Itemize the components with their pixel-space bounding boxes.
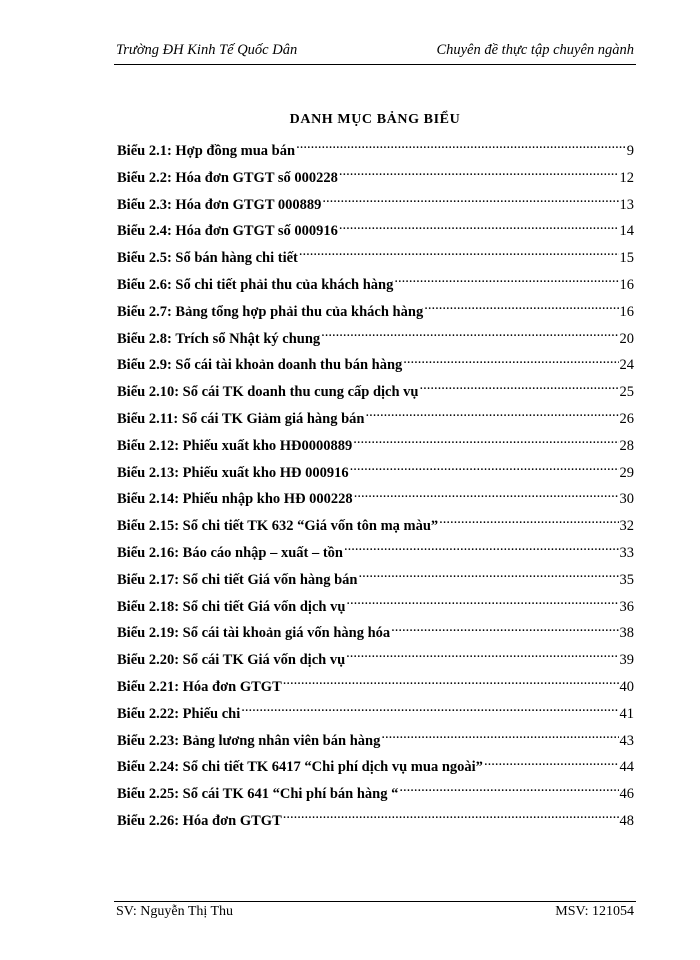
list-item-page: 43 [619,732,634,749]
list-item-title: Bảng lương nhân viên bán hàng [182,732,381,749]
footer-student: SV: Nguyễn Thị Thu [116,904,234,919]
list-item [117,326,634,353]
list-item-page: 9 [626,143,634,159]
list-item-label [117,808,282,835]
dot-leader [394,274,618,289]
list-item-number: Biểu 2.7: [117,303,172,320]
list-item-label [117,781,398,808]
list-item-title: Hóa đơn GTGT [182,678,282,695]
list-item-label [117,620,390,647]
header-report-type: Chuyên đề thực tập chuyên ngành [436,42,634,58]
dot-leader [439,516,618,531]
list-item-number: Biểu 2.17: [117,571,180,588]
list-item-number: Biểu 2.6: [117,276,172,293]
list-item [117,138,634,165]
list-item-title: Phiếu xuất kho HĐ0000889 [182,437,353,454]
list-item-label [117,192,321,219]
dot-leader [391,623,618,638]
list-item-page: 20 [619,330,634,347]
list-item-label [117,138,295,165]
list-item-label [117,674,282,701]
list-item-title: Sổ chi tiết phải thu của khách hàng [175,276,394,293]
dot-leader [296,141,626,156]
footer-divider [114,901,636,902]
list-item [117,594,634,621]
list-item-number: Biểu 2.25: [117,786,180,803]
list-item [117,513,634,540]
list-item [117,567,634,594]
list-item-number: Biểu 2.2: [117,169,172,186]
list-item-number: Biểu 2.14: [117,491,180,508]
list-item-label [117,165,338,192]
list-item-page: 44 [619,759,634,776]
list-item-title: Sổ cái TK Giá vốn dịch vụ [182,652,346,669]
list-item-number: Biểu 2.8: [117,330,172,347]
list-item-number: Biểu 2.20: [117,652,180,669]
list-item-page: 16 [619,276,634,293]
list-item-page: 13 [619,196,634,213]
list-item-number: Biểu 2.5: [117,250,172,267]
list-item [117,781,634,808]
list-item-page: 40 [619,678,634,695]
list-item-label [117,218,338,245]
list-item-title: Hợp đồng mua bán [175,143,296,159]
list-item-label [117,513,438,540]
dot-leader [346,650,618,665]
dot-leader [484,757,619,772]
list-item [117,218,634,245]
dot-leader [344,542,619,557]
list-item-title: Sổ chi tiết TK 632 “Giá vốn tôn mạ màu” [182,518,439,535]
list-item-label [117,245,298,272]
dot-leader [241,703,618,718]
list-item-number: Biểu 2.18: [117,598,180,615]
list-item-number: Biểu 2.21: [117,678,180,695]
list-item-label [117,647,345,674]
dot-leader [359,569,619,584]
list-item [117,701,634,728]
list-item-title: Báo cáo nhập – xuất – tồn [182,544,343,561]
list-item [117,433,634,460]
list-item-title: Sổ cái tài khoản giá vốn hàng hóa [182,625,391,642]
list-item-title: Hóa đơn GTGT [182,812,282,829]
list-item [117,406,634,433]
list-item [117,486,634,513]
list-item-number: Biểu 2.1: [117,143,172,159]
list-item [117,647,634,674]
dot-leader [322,194,618,209]
dot-leader [346,596,618,611]
list-item-page: 12 [619,169,634,186]
list-item-page: 41 [619,705,634,722]
list-item-number: Biểu 2.3: [117,196,172,213]
dot-leader [350,462,619,477]
list-item-page: 24 [619,357,634,374]
list-item-page: 32 [619,518,634,535]
list-item-number: Biểu 2.10: [117,384,180,401]
list-item-title: Sổ cái tài khoản doanh thu bán hàng [175,357,403,374]
list-item-title: Phiếu xuất kho HĐ 000916 [182,464,349,481]
list-item [117,352,634,379]
list-item-number: Biểu 2.24: [117,759,180,776]
list-item-number: Biểu 2.4: [117,223,172,240]
list-item-number: Biểu 2.23: [117,732,180,749]
list-item-page: 15 [619,250,634,267]
list-item-title: Phiếu nhập kho HĐ 000228 [182,491,353,508]
list-item-label [117,486,353,513]
list-item-page: 46 [619,786,634,803]
list-item [117,272,634,299]
list-item-title: Sổ cái TK 641 “Chi phí bán hàng “ [182,786,399,803]
list-item-number: Biểu 2.16: [117,544,180,561]
list-item-title: Sổ chi tiết TK 6417 “Chi phí dịch vụ mua ngoài” [182,759,483,776]
dot-leader [339,221,619,236]
list-item-number: Biểu 2.15: [117,518,180,535]
list-item-number: Biểu 2.22: [117,705,180,722]
list-item-title: Sổ cái TK doanh thu cung cấp dịch vụ [182,384,419,401]
list-item-title: Sổ bán hàng chi tiết [175,250,298,267]
list-item-page: 28 [619,437,634,454]
dot-leader [403,355,618,370]
list-item-page: 25 [619,384,634,401]
list-item-page: 29 [619,464,634,481]
list-item [117,674,634,701]
list-item-page: 35 [619,571,634,588]
list-item-label [117,379,419,406]
list-item-label [117,701,240,728]
list-item-page: 38 [619,625,634,642]
list-item-label [117,460,349,487]
list-item-label [117,299,423,326]
dot-leader [321,328,618,343]
list-item [117,754,634,781]
list-item [117,620,634,647]
dot-leader [299,248,619,263]
list-item-label [117,352,402,379]
dot-leader [381,730,618,745]
list-item-page: 30 [619,491,634,508]
list-item-title: Sổ chi tiết Giá vốn dịch vụ [182,598,346,615]
list-item-title: Bảng tổng hợp phải thu của khách hàng [175,303,424,320]
page-title: DANH MỤC BẢNG BIỂU [289,112,461,127]
list-item-title: Hóa đơn GTGT số 000916 [175,223,338,240]
dot-leader [424,301,618,316]
list-item-page: 14 [619,223,634,240]
list-item-label [117,540,343,567]
list-item-number: Biểu 2.13: [117,464,180,481]
list-item [117,379,634,406]
dot-leader [353,435,618,450]
list-item-number: Biểu 2.12: [117,437,180,454]
list-item-title: Sổ chi tiết Giá vốn hàng bán [182,571,358,588]
list-item-label [117,433,352,460]
list-item-page: 39 [619,652,634,669]
list-item-page: 36 [619,598,634,615]
list-item [117,460,634,487]
list-item-number: Biểu 2.11: [117,410,179,427]
list-item [117,192,634,219]
list-item-number: Biểu 2.26: [117,812,180,829]
list-item-title: Hóa đơn GTGT số 000228 [175,169,338,186]
list-item-label [117,567,358,594]
list-item [117,808,634,835]
list-item [117,245,634,272]
list-item-label [117,326,320,353]
dot-leader [354,489,619,504]
list-item-number: Biểu 2.9: [117,357,172,374]
dot-leader [283,676,619,691]
header-school: Trường ĐH Kinh Tế Quốc Dân [116,42,298,58]
list-item-title: Hóa đơn GTGT 000889 [175,196,322,213]
list-item-label [117,728,380,755]
table-list [117,138,634,835]
list-item [117,728,634,755]
list-item-page: 48 [619,812,634,829]
list-item-label [117,406,365,433]
list-item-label [117,754,483,781]
header-divider [114,64,636,65]
list-item-title: Phiếu chi [182,705,241,722]
list-item-title: Sổ cái TK Giảm giá hàng bán [181,410,365,427]
dot-leader [283,810,619,825]
list-item [117,165,634,192]
list-item-page: 26 [619,410,634,427]
dot-leader [420,382,619,397]
footer-student-id: MSV: 121054 [555,904,634,919]
list-item [117,299,634,326]
list-item-number: Biểu 2.19: [117,625,180,642]
dot-leader [339,167,619,182]
list-item-page: 33 [619,544,634,561]
list-item-label [117,272,393,299]
dot-leader [399,784,618,799]
list-item-label [117,594,345,621]
list-item [117,540,634,567]
list-item-title: Trích sổ Nhật ký chung [175,330,321,347]
dot-leader [366,408,619,423]
list-item-page: 16 [619,303,634,320]
